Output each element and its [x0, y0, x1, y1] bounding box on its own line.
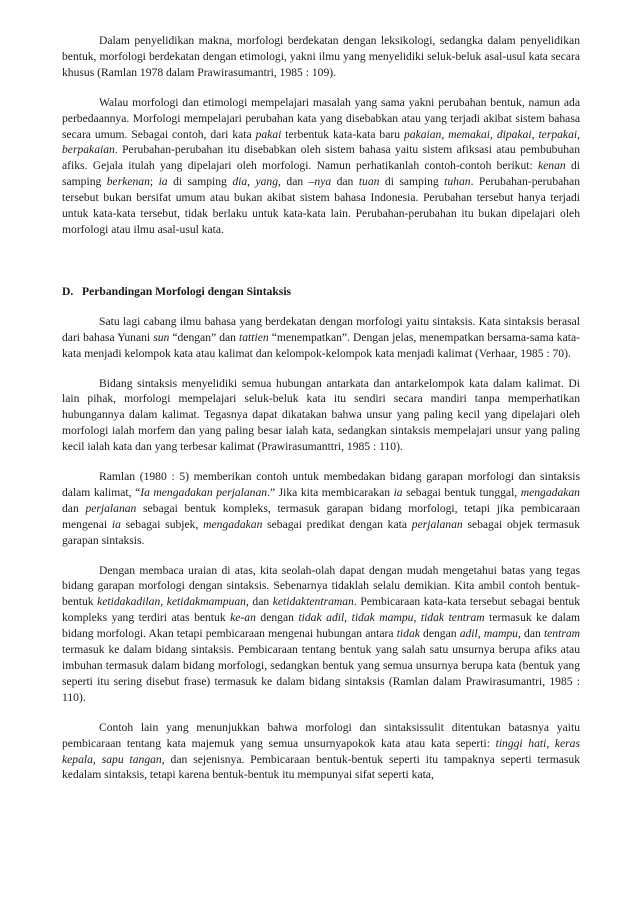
text-run: Satu lagi cabang ilmu bahasa yang berdekatan dengan morfologi yaitu sintaksis. Kata sintaksis berasal dari bahasa Yunani — [62, 314, 580, 344]
text-run: sebagai bentuk kompleks, termasuk garapan bidang morfologi, tetapi jika pembicaraan mengenai — [62, 501, 581, 531]
paragraph — [62, 469, 580, 549]
text-run: dengan — [255, 611, 299, 625]
paragraph — [62, 33, 580, 81]
text-run: Contoh lain yang menunjukkan bahwa morfologi dan sintaksissulit ditentukan batasnya yaitu pembicaraan tentang kata majemuk yang semua unsurnyapokok kata atau kata seperti: — [62, 720, 580, 750]
italic-term: ke-an — [230, 611, 256, 625]
text-run: termasuk ke dalam bidang sintaksis. Pembicaraan tentang bentuk yang salah satu unsurnya berupa afiks atau imbuhan termasuk dalam bidang morfologi, sedangkan bentuk yang semua unsurnya berupa kata (bentuk yang seperti itu sering disebut frase) termasuk ke dalam bidang sintaksis (Ramlan dalam Prawirasumantri, 1985 : 110). — [62, 643, 580, 704]
italic-term: tuan — [358, 175, 380, 189]
italic-term: tidak adil, tidak mampu, tidak tentram — [298, 611, 485, 625]
italic-term: perjalanan — [411, 517, 463, 531]
text-run: Bidang sintaksis menyelidiki semua hubungan antarkata dan antarkelompok kata dalam kalimat. Di lain pihak, morfologi mempelajari seluk-beluk kata itu sendiri secara mandiri tanpa memperhatikan hubungannya dalam kalimat. Tegasnya dapat dikatakan bahwa unsur yang paling kecil yang dipelajari oleh morfologi ialah morfem dan yang paling besar ialah kata, sedangkan sintaksis mempelajari unsur yang paling kecil ialah kata dan yang terbesar kalimat (Prawirasumanttri, 1985 : 110). — [62, 376, 580, 454]
italic-term: dia, yang — [232, 175, 279, 189]
section-label: D. — [62, 284, 74, 298]
text-run: .” Jika kita membicarakan — [267, 485, 394, 499]
text-run: sebagai predikat dengan kata — [262, 517, 412, 531]
text-run: dan — [248, 595, 273, 609]
text-run: , dan — [517, 627, 544, 641]
italic-term: pakaian, memakai, dipakai, terpakai, berpakaian — [62, 127, 580, 157]
italic-term: berkenan — [106, 175, 150, 189]
text-run: Walau morfologi dan etimologi mempelajari masalah yang sama yakni perubahan bentuk, namun ada perbedaannya. Morfologi mempelajari perubahan kata yang disebabkan atau yang terjadi akibat sistem bahasa secara umum. Sebagai contoh, dari kata — [62, 95, 580, 141]
italic-term: ia — [158, 175, 168, 189]
italic-term: –nya — [308, 175, 332, 189]
text-run: “dengan” dan — [169, 330, 240, 344]
italic-term: mengadakan — [520, 485, 580, 499]
text-run: sebagai objek termasuk garapan sintaksis. — [62, 517, 581, 547]
text-run: Ramlan (1980 : 5) memberikan contoh untuk membedakan bidang garapan morfologi dan sintaksis dalam kalimat, “ — [62, 470, 580, 499]
italic-term: tidak — [396, 627, 420, 641]
text-run: , dan — [278, 175, 309, 189]
italic-term: tattien — [239, 330, 269, 344]
italic-term: sun — [153, 330, 170, 344]
italic-term: ketidakadilan, ketidakmampuan, — [97, 595, 249, 609]
text-run: dan sejenisnya. Pembicaraan bentuk-bentuk seperti itu tampaknya seperti termasuk kedalam sintaksis, tetapi karena bentuk-bentuk itu mempunyai sifat seperti kata, — [62, 752, 580, 782]
text-run: di samping — [379, 175, 445, 189]
section-title: Perbandingan Morfologi dengan Sintaksis — [82, 284, 292, 298]
paragraph — [62, 720, 580, 784]
document-page — [62, 33, 580, 783]
italic-term: pakai — [255, 127, 282, 141]
italic-term: perjalanan — [85, 501, 137, 515]
text-run: ; — [149, 175, 159, 189]
italic-term: ia — [111, 517, 121, 531]
italic-term: kenan — [538, 159, 566, 173]
italic-term: tentram — [543, 627, 581, 641]
italic-term: adil — [459, 627, 478, 641]
text-run: . Perubahan-perubahan tersebut bukan bersifat umum atau bukan akibat sistem bahasa Indonesia. Perubahan tersebut hanya terjadi untuk kata-kata tersebut, tidak berlaku untuk kata-kata lain. Perubahan-perubahan itu bukan dipelajari oleh morfologi atau ilmu asal-usul kata. — [62, 175, 580, 236]
text-run: “menempatkan”. Dengan jelas, menempatkan bersama-sama kata-kata menjadi kelompok kata atau kalimat dan kelompok-kelompok kata menjadi kalimat (Verhaar, 1985 : 70). — [62, 330, 580, 360]
text-run: termasuk ke dalam bidang morfologi. Akan tetapi pembicaraan mengenai hubungan antara — [62, 611, 580, 641]
italic-term: tuhan — [444, 175, 471, 189]
text-run: dan — [331, 175, 359, 189]
italic-term: Ia mengadakan perjalanan — [140, 485, 268, 499]
text-run: . Perubahan-perubahan itu disebabkan oleh sistem bahasa yaitu sistem afiksasi atau pembubuhan afiks. Gejala itulah yang dipelajari oleh morfologi. Namun perhatikanlah contoh-contoh berikut: — [62, 143, 580, 173]
italic-term: tinggi hati, keras kepala, sapu tangan, — [62, 736, 580, 766]
text-run: dengan — [419, 627, 460, 641]
text-run: . Pembicaraan kata-kata tersebut sebagai bentuk kompleks yang terdiri atas bentuk — [62, 595, 580, 625]
italic-term: mampu — [483, 627, 518, 641]
paragraph — [62, 95, 580, 238]
text-run: di samping — [62, 159, 580, 189]
paragraph — [62, 563, 580, 706]
text-run: sebagai bentuk tunggal, — [402, 485, 521, 499]
text-run: , — [477, 627, 484, 641]
text-run: terbentuk kata-kata baru — [281, 127, 404, 141]
text-run: Dalam penyelidikan makna, morfologi berdekatan dengan leksikologi, sedangka dalam penyelidikan bentuk, morfologi berdekatan dengan etimologi, yakni ilmu yang menyelidiki seluk-beluk asal-usul kata secara khusus (Ramlan 1978 dalam Prawirasumantri, 1985 : 109). — [62, 34, 580, 79]
italic-term: ketidaktentraman — [272, 595, 354, 609]
italic-term: mengadakan — [203, 517, 263, 531]
text-run: sebagai subjek, — [120, 517, 204, 531]
italic-term: ia — [393, 485, 403, 499]
section-heading — [62, 284, 580, 300]
paragraph — [62, 314, 580, 362]
paragraph — [62, 376, 580, 456]
text-run: di samping — [167, 175, 233, 189]
text-run: Dengan membaca uraian di atas, kita seolah-olah dapat dengan mudah mengetahui batas yang tegas bidang garapan morfologi dengan sintaksis. Sebenarnya tidaklah selalu demikian. Kita ambil contoh bentuk-bentuk — [62, 563, 580, 609]
text-run: dan — [62, 501, 86, 515]
